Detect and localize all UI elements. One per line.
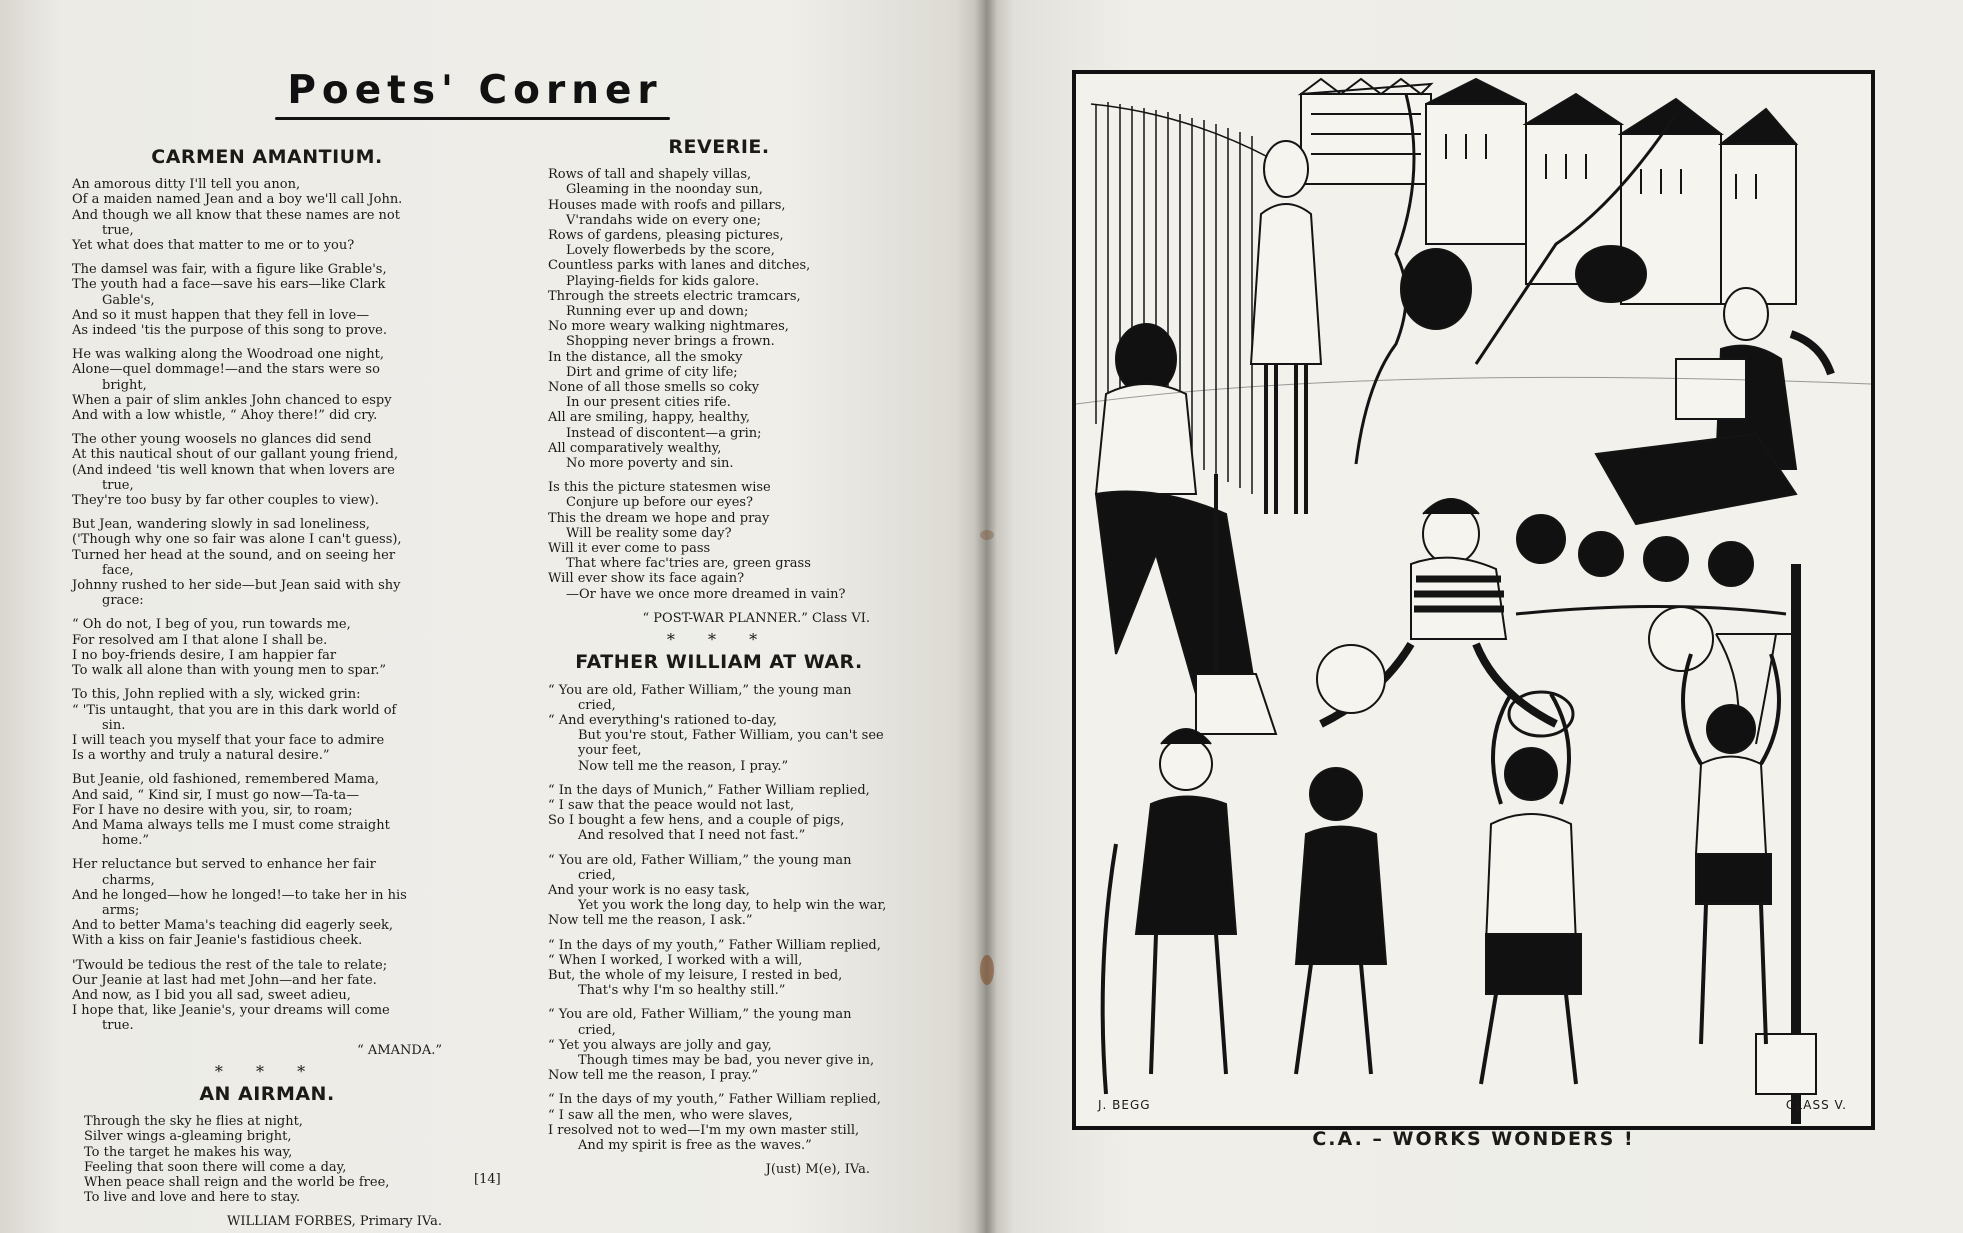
stanza xyxy=(548,1092,890,1153)
poem-line: All comparatively wealthy, xyxy=(548,440,722,456)
stanza xyxy=(548,480,890,602)
poem-line: But, the whole of my leisure, I rested in bed, xyxy=(548,967,843,983)
poem-line: When peace shall reign and the world be free, xyxy=(84,1174,390,1190)
poem-line: —Or have we once more dreamed in vain? xyxy=(566,586,846,602)
poem-line: true. xyxy=(102,1018,134,1034)
poem-line: This the dream we hope and pray xyxy=(548,510,770,526)
poem-line: arms; xyxy=(102,902,140,918)
illustration-signature-left: J. BEGG xyxy=(1098,1098,1151,1112)
poem-line: The damsel was fair, with a figure like Grable's, xyxy=(72,262,387,278)
poem-line: For resolved am I that alone I shall be. xyxy=(72,632,328,648)
poem-line: Her reluctance but served to enhance her fair xyxy=(72,857,376,873)
poem-line: To walk all alone than with young men to spar.” xyxy=(72,663,387,679)
poem-line: Will it ever come to pass xyxy=(548,541,711,557)
poem-line: And resolved that I need not fast.” xyxy=(578,828,806,844)
poem-signature-just-me: J(ust) M(e), IVa. xyxy=(765,1162,870,1178)
poem-line: Through the streets electric tramcars, xyxy=(548,288,801,304)
poem-line: Is a worthy and truly a natural desire.” xyxy=(72,748,330,764)
poem-line: true, xyxy=(102,477,134,493)
stanza xyxy=(72,517,462,608)
poem-line: At this nautical shout of our gallant young friend, xyxy=(72,447,399,463)
poem-line: “ Yet you always are jolly and gay, xyxy=(548,1037,772,1053)
poem-line: That where fac'tries are, green grass xyxy=(566,556,811,572)
illustration-drawing xyxy=(1076,74,1871,1126)
poem-line: With a kiss on fair Jeanie's fastidious cheek. xyxy=(72,933,363,949)
poem-line: To the target he makes his way, xyxy=(84,1144,293,1160)
poem-line: And said, “ Kind sir, I must go now—Ta-ta— xyxy=(72,787,360,803)
poem-line: But you're stout, Father William, you can't see xyxy=(578,728,884,744)
poem-line: And your work is no easy task, xyxy=(548,882,750,898)
poem-line: And Mama always tells me I must come straight xyxy=(72,817,390,833)
stanza xyxy=(72,177,462,253)
poem-line: I resolved not to wed—I'm my own master still, xyxy=(548,1122,860,1138)
poem-line: ('Though why one so fair was alone I can't guess), xyxy=(72,532,402,548)
poem-line: Of a maiden named Jean and a boy we'll call John. xyxy=(72,192,403,208)
poem-line: And with a low whistle, “ Ahoy there!” did cry. xyxy=(72,408,378,424)
poem-line: And so it must happen that they fell in love— xyxy=(72,307,370,323)
poem-line: Playing-fields for kids galore. xyxy=(566,273,760,289)
book-spine xyxy=(975,0,997,1233)
stanza xyxy=(548,683,890,774)
section-divider: * * * xyxy=(666,630,772,650)
poem-line: Gleaming in the noonday sun, xyxy=(566,182,763,198)
poem-line: He was walking along the Woodroad one night, xyxy=(72,347,385,363)
poem-line: Lovely flowerbeds by the score, xyxy=(566,243,775,259)
masthead-title: Poets' Corner xyxy=(287,68,663,113)
stanza xyxy=(548,167,890,471)
stanza xyxy=(72,617,462,678)
poem-body-reverie xyxy=(548,167,890,602)
stanza xyxy=(72,432,462,508)
right-column xyxy=(548,136,890,1181)
poem-line: And though we all know that these names are not xyxy=(72,207,400,223)
poem-line: cried, xyxy=(578,697,616,713)
poem-line: “ You are old, Father William,” the young man xyxy=(548,852,852,868)
poem-line: So I bought a few hens, and a couple of pigs, xyxy=(548,813,845,829)
poem-line: An amorous ditty I'll tell you anon, xyxy=(72,177,301,193)
illustration-signature-right: CLASS V. xyxy=(1785,1098,1847,1112)
poem-line: Now tell me the reason, I ask.” xyxy=(548,913,753,929)
poem-line: Turned her head at the sound, and on seeing her xyxy=(72,547,396,563)
poem-line: sin. xyxy=(102,717,126,733)
poem-line: In our present cities rife. xyxy=(566,395,731,411)
poem-line: Through the sky he flies at night, xyxy=(84,1114,303,1130)
poem-line: “ In the days of my youth,” Father William replied, xyxy=(548,937,881,953)
poem-line: your feet, xyxy=(578,743,642,759)
poem-line: Dirt and grime of city life; xyxy=(566,364,738,380)
poem-line: (And indeed 'tis well known that when lovers are xyxy=(72,462,395,478)
poem-line: Countless parks with lanes and ditches, xyxy=(548,258,811,274)
poem-line: All are smiling, happy, healthy, xyxy=(548,410,751,426)
poem-line: Yet you work the long day, to help win the war, xyxy=(578,898,887,914)
poem-line: Is this the picture statesmen wise xyxy=(548,480,771,496)
poem-title-father-william: FATHER WILLIAM AT WAR. xyxy=(575,651,863,674)
poem-line: Will be reality some day? xyxy=(566,525,732,541)
poem-line: No more poverty and sin. xyxy=(566,456,734,472)
poem-line: And he longed—how he longed!—to take her in his xyxy=(72,887,407,903)
poem-line: I hope that, like Jeanie's, your dreams will come xyxy=(72,1003,390,1019)
poem-line: Conjure up before our eyes? xyxy=(566,495,754,511)
poem-line: “ Oh do not, I beg of you, run towards me, xyxy=(72,617,351,633)
poem-title-reverie: REVERIE. xyxy=(668,136,770,158)
stanza xyxy=(72,687,462,763)
poem-title-an-airman: AN AIRMAN. xyxy=(199,1082,335,1105)
poem-line: Gable's, xyxy=(102,292,155,308)
poem-line: Feeling that soon there will come a day, xyxy=(84,1159,347,1175)
stanza xyxy=(548,783,890,844)
poem-line: bright, xyxy=(102,377,147,393)
illustration-caption: C.A. – WORKS WONDERS ! xyxy=(1312,1128,1635,1150)
poem-line: “ And everything's rationed to-day, xyxy=(548,712,778,728)
poem-line: “ In the days of Munich,” Father William replied, xyxy=(548,782,870,798)
poem-line: The other young woosels no glances did send xyxy=(72,432,372,448)
poem-line: V'randahs wide on every one; xyxy=(566,212,762,228)
poem-line: Rows of tall and shapely villas, xyxy=(548,167,752,183)
left-column xyxy=(72,146,462,1233)
poem-line: And my spirit is free as the waves.” xyxy=(578,1137,812,1153)
stanza xyxy=(72,347,462,423)
poem-line: “ You are old, Father William,” the young man xyxy=(548,682,852,698)
masthead-underline xyxy=(275,117,670,120)
poem-line: None of all those smells so coky xyxy=(548,380,760,396)
poem-line: Instead of discontent—a grin; xyxy=(566,425,762,441)
poem-line: Johnny rushed to her side—but Jean said with shy xyxy=(72,578,401,594)
poem-line: And now, as I bid you all sad, sweet adieu, xyxy=(72,987,351,1003)
poem-line: The youth had a face—save his ears—like Clark xyxy=(72,277,386,293)
poem-line: “ 'Tis untaught, that you are in this dark world of xyxy=(72,702,397,718)
stanza xyxy=(548,938,890,999)
poem-line: Will ever show its face again? xyxy=(548,571,745,587)
poem-signature-post-war-planner: “ POST-WAR PLANNER.” Class VI. xyxy=(642,610,870,626)
poem-line: home.” xyxy=(102,833,149,849)
poem-line: As indeed 'tis the purpose of this song to prove. xyxy=(72,323,387,339)
poem-line: Now tell me the reason, I pray.” xyxy=(578,758,789,774)
rust-stain xyxy=(980,530,994,540)
poem-line: Houses made with roofs and pillars, xyxy=(548,197,786,213)
poem-line: And to better Mama's teaching did eagerly seek, xyxy=(72,918,394,934)
poem-line: Though times may be bad, you never give in, xyxy=(578,1052,875,1068)
poem-line: face, xyxy=(102,562,134,578)
poem-line: I will teach you myself that your face to admire xyxy=(72,732,385,748)
poem-line: cried, xyxy=(578,1022,616,1038)
stanza xyxy=(548,853,890,929)
illustration-panel xyxy=(1072,70,1875,1130)
poem-line: Running ever up and down; xyxy=(566,304,749,320)
stanza xyxy=(72,958,462,1034)
poem-line: But Jeanie, old fashioned, remembered Mama, xyxy=(72,772,380,788)
poem-line: “ In the days of my youth,” Father William replied, xyxy=(548,1092,881,1108)
section-divider: * * * xyxy=(214,1061,320,1081)
poem-body-an-airman xyxy=(72,1114,462,1205)
poem-line: To live and love and here to stay. xyxy=(84,1190,301,1206)
poem-line: Rows of gardens, pleasing pictures, xyxy=(548,228,784,244)
poem-signature-amanda: “ AMANDA.” xyxy=(357,1042,442,1058)
poem-line: But Jean, wandering slowly in sad loneliness, xyxy=(72,517,370,533)
poem-body-carmen-amantium xyxy=(72,177,462,1033)
poem-line: Now tell me the reason, I pray.” xyxy=(548,1068,759,1084)
poem-line: For I have no desire with you, sir, to roam; xyxy=(72,802,353,818)
page-number: [14] xyxy=(474,1172,501,1187)
poem-line: “ I saw all the men, who were slaves, xyxy=(548,1107,793,1123)
stanza xyxy=(548,1007,890,1083)
poem-line: They're too busy by far other couples to view). xyxy=(72,493,379,509)
poem-line: Our Jeanie at last had met John—and her fate. xyxy=(72,972,377,988)
rust-stain xyxy=(980,955,994,985)
poem-line: grace: xyxy=(102,593,144,609)
poem-line: cried, xyxy=(578,867,616,883)
poem-line: 'Twould be tedious the rest of the tale to relate; xyxy=(72,957,388,973)
stanza xyxy=(72,262,462,338)
stanza xyxy=(72,857,462,948)
poem-signature-william-forbes: WILLIAM FORBES, Primary IVa. xyxy=(226,1214,442,1230)
poem-line: Shopping never brings a frown. xyxy=(566,334,775,350)
poem-line: To this, John replied with a sly, wicked grin: xyxy=(72,687,361,703)
poem-line: That's why I'm so healthy still.” xyxy=(578,983,786,999)
poem-line: Silver wings a-gleaming bright, xyxy=(84,1129,292,1145)
poem-line: “ You are old, Father William,” the young man xyxy=(548,1007,852,1023)
stanza xyxy=(72,772,462,848)
poem-line: In the distance, all the smoky xyxy=(548,349,743,365)
poem-line: Alone—quel dommage!—and the stars were so xyxy=(72,362,380,378)
poem-line: Yet what does that matter to me or to you? xyxy=(72,238,355,254)
poem-line: true, xyxy=(102,222,134,238)
poem-line: “ I saw that the peace would not last, xyxy=(548,797,795,813)
poem-line: When a pair of slim ankles John chanced to espy xyxy=(72,392,392,408)
poem-body-father-william xyxy=(548,683,890,1154)
poem-line: No more weary walking nightmares, xyxy=(548,319,789,335)
poem-title-carmen-amantium: CARMEN AMANTIUM. xyxy=(151,146,383,168)
poem-line: I no boy-friends desire, I am happier far xyxy=(72,647,337,663)
poem-line: “ When I worked, I worked with a will, xyxy=(548,952,803,968)
poem-line: charms, xyxy=(102,872,155,888)
